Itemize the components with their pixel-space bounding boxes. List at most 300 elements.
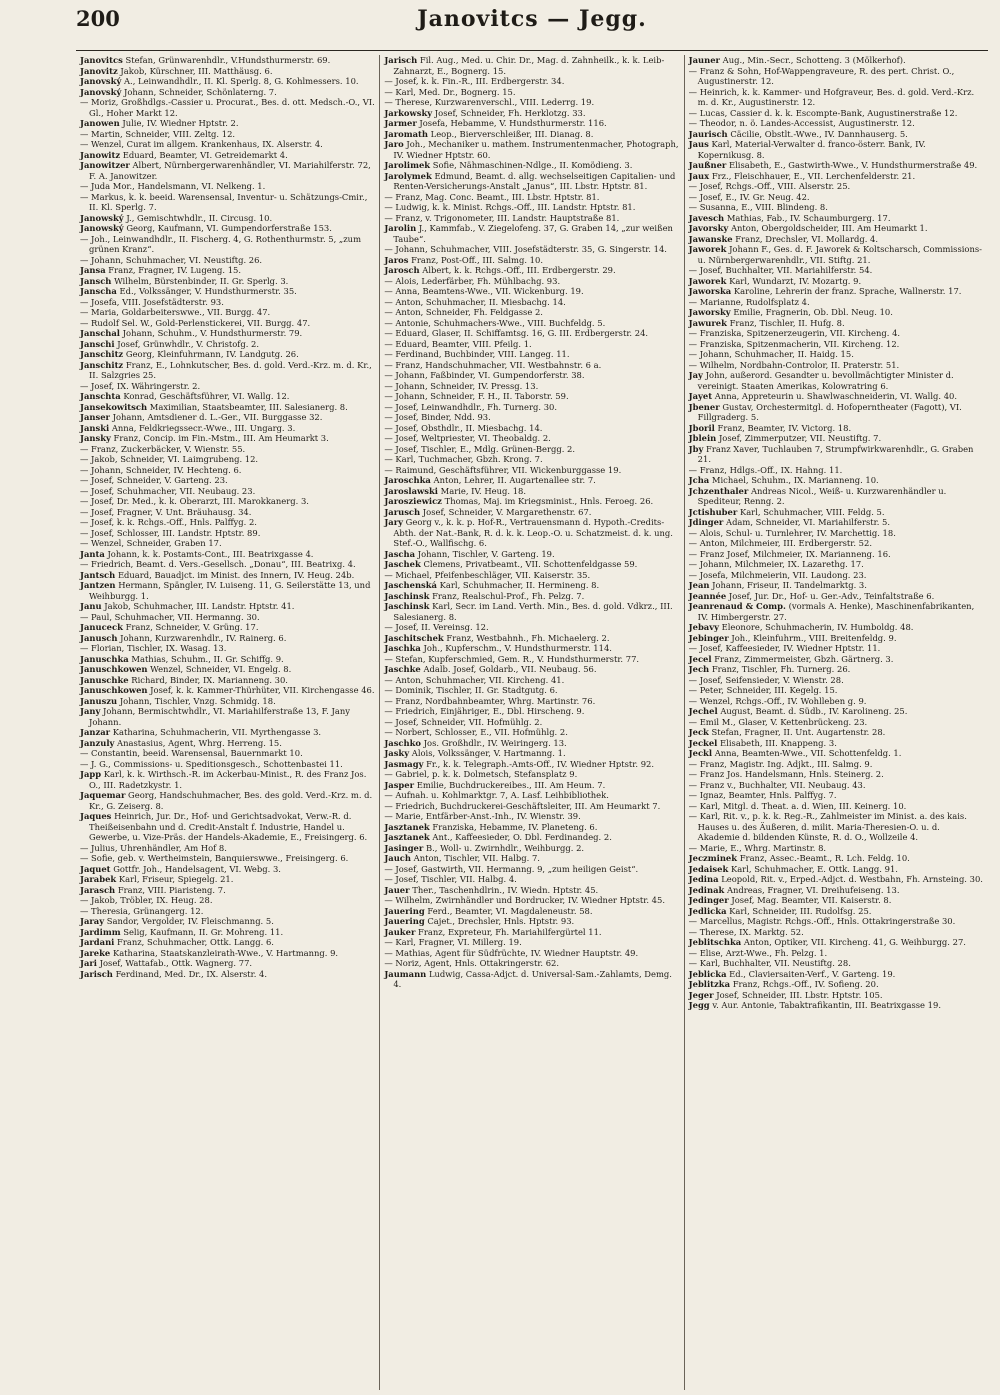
directory-entry [80,685,375,696]
directory-entry [384,339,679,350]
entry-surname: Jbener [688,401,720,412]
entry-surname: Jaschko [384,737,422,748]
directory-entry [80,843,375,854]
entry-surname: Jaschenská [384,580,437,590]
directory-entry [689,391,984,402]
directory-entry [80,328,375,339]
directory-entry [689,66,984,87]
entry-details: Johann, Friseur, II. Tandelmarktg. 3. [712,580,867,590]
entry-details: — Marianne, Rudolfsplatz 4. [688,296,810,307]
entry-details: Stefan, Grünwarenhdlr., V.Hundsthurmerstr. 69. [125,55,331,65]
entry-details: Aug., Min.-Secr., Schotteng. 3 (Mölkerhof). [722,55,906,65]
directory-entry [384,286,679,297]
directory-entry [689,360,984,371]
directory-entry [689,402,984,423]
directory-entry [689,738,984,749]
entry-surname: Javorsky [688,223,729,233]
entry-details: — Karl, Med. Dr., Bognerg. 15. [384,86,516,97]
directory-entry [384,318,679,329]
entry-details: — Stefan, Kupferschmied, Gem. R., V. Hundsthurmerstr. 77. [384,653,640,664]
directory-entry [384,633,679,644]
entry-surname: Japp [80,769,102,779]
entry-surname: Janzar [80,727,111,737]
entry-details: Adam, Schneider, VI. Mariahilferstr. 5. [726,517,891,527]
entry-details: Eduard, Beamter, VI. Getreidemarkt 4. [122,149,288,160]
entry-details: Adalb. Josef, Goldarb., VII. Neubaug. 56. [423,664,597,674]
column-2 [379,55,683,1390]
directory-entry [80,454,375,465]
entry-details: Franziska, Hebamme, IV. Planeteng. 6. [432,821,598,832]
directory-entry [384,885,679,896]
directory-entry [384,706,679,717]
directory-entry [80,87,375,98]
entry-details: Josef, k. k. Kammer-Thürhüter, VII. Kirchengasse 46. [150,685,375,695]
entry-details: Josef, Wattafab., Ottk. Wagnerg. 77. [99,958,253,968]
entry-details: Franz, Tischler, Fh. Turnerg. 26. [711,664,851,674]
directory-entry [689,843,984,854]
entry-surname: Jaray [80,916,105,926]
directory-entry [689,486,984,507]
directory-entry [384,759,679,770]
directory-entry [80,675,375,686]
entry-details: — Franz, Mag. Conc. Beamt., III. Lbstr. Hptstr. 81. [384,191,600,202]
directory-entry [384,412,679,423]
entry-surname: Janowen [80,118,120,128]
entry-details: Anna, Beamten-Wwe., VII. Schottenfeldg. 1. [714,748,902,758]
entry-details: Anna, Feldkriegssecr.-Wwe., III. Ungarg. 3. [111,422,296,433]
entry-details: — Johann, Schuhmacher, VI. Neustiftg. 26. [80,254,263,265]
directory-entry [384,307,679,318]
entry-details: Georg, Kleinfuhrmann, IV. Landgutg. 26. [125,349,299,359]
entry-surname: Janovitcs [80,55,123,65]
entry-surname: Janusch [80,632,118,643]
entry-details: Elisabeth, E., Gastwirth-Wwe., V. Hundsthurmerstraße 49. [729,160,978,170]
directory-entry [689,727,984,738]
entry-surname: Jaus [688,139,709,149]
entry-surname: Jansch [80,275,112,286]
directory-entry [689,696,984,707]
entry-details: Selig, Kaufmann, II. Gr. Mohreng. 11. [123,926,284,937]
entry-surname: Jcha [688,475,710,485]
entry-details: — Alois, Lederfärber, Fh. Mühlbachg. 93. [384,275,561,286]
entry-surname: Jaquet [80,863,111,874]
directory-entry [689,769,984,780]
entry-surname: Jansekowitsch [80,401,148,412]
entry-surname: Janta [80,548,105,559]
entry-details: Franz, Assec.-Beamt., R. Lch. Feldg. 10. [739,853,910,863]
entry-details: — Josef, E., IV. Gr. Neug. 42. [688,191,810,202]
entry-details: J., Gemischtwhdlr., II. Circusg. 10. [126,212,273,223]
entry-details: — Karl, Tuchmacher, Gbzh. Krong. 7. [384,454,543,464]
entry-surname: Jary [384,517,403,527]
entry-details: — Moriz, Großhdlgs.-Cassier u. Procurat., Bes. d. ott. Medsch.-O., VI. Gl., Hoher Markt 12. [80,97,375,118]
directory-entry [80,160,375,181]
entry-surname: Jctishuber [688,506,738,517]
directory-entry [384,360,679,371]
entry-details: Franz, Fragner, IV. Lugeng. 15. [108,265,242,275]
entry-details: Karl, k. k. Wirthsch.-R. im Ackerbau-Minist., R. des Franz Jos. O., III. Radetzkystr. 1. [89,769,367,790]
entry-surname: Jedinger [688,895,729,905]
directory-entry [689,664,984,675]
entry-surname: Jaumann [384,968,427,979]
directory-entry [80,727,375,738]
entry-surname: Jaworska [688,286,732,296]
directory-entry [80,55,375,66]
directory-entry [80,412,375,423]
entry-surname: Jaques [80,811,112,821]
entry-details: Anna, Appreteurin u. Shawlwaschneiderin, VI. Wallg. 40. [714,391,958,401]
directory-entry [689,811,984,843]
entry-details: Andreas, Fragner, VI. Dreihufeiseng. 13. [726,884,900,895]
entry-surname: Jeblicka [688,968,727,979]
directory-entry [689,780,984,791]
entry-surname: Jeger [688,989,714,1000]
directory-entry [384,108,679,119]
entry-details: — Josef, Seifensieder, V. Wienstr. 28. [688,674,844,685]
entry-surname: Jarolin [384,223,417,233]
directory-entry [689,538,984,549]
directory-entry [80,423,375,434]
entry-details: — Martin, Schneider, VIII. Zeltg. 12. [80,128,236,139]
entry-surname: Jebinger [688,632,729,643]
entry-details: Franz, Tischler, II. Hufg. 8. [729,317,845,328]
entry-surname: Jaux [688,170,710,181]
entry-details: Karl, Schuhmacher, II. Hermineng. 8. [439,580,600,590]
entry-details: — Mathias, Agent für Südfrüchte, IV. Wiedner Hauptstr. 49. [384,947,639,958]
entry-surname: Jarmer [384,118,417,128]
entry-details: — Franz, Hdlgs.-Off., IX. Hahng. 11. [688,464,843,475]
directory-entry [80,349,375,360]
entry-details: — Johann, Schneider, F. H., II. Taborstr. 59. [384,391,569,401]
entry-details: Emilie, Fragnerin, Ob. Dbl. Neug. 10. [733,307,893,317]
entry-details: Josefa, Hebamme, V. Hundsthurmerstr. 116. [419,118,607,128]
entry-surname: Jayet [688,391,713,401]
entry-surname: Jchzenthaler [688,485,749,496]
entry-surname: Jaschinsk [384,601,430,611]
directory-entry [80,223,375,234]
entry-surname: Jarabek [80,874,117,884]
directory-entry [689,118,984,129]
entry-surname: Jarolymek [384,170,432,181]
directory-entry [80,381,375,392]
entry-details: Johann, Bermischtwhdlr., VI. Mariahilferstraße 13, F. Jany Johann. [89,706,350,727]
entry-details: — Paul, Schuhmacher, VII. Hermanng. 30. [80,611,260,622]
entry-details: Gottfr. Joh., Handelsagent, VI. Webg. 3. [113,863,281,874]
entry-details: — Josef, Dr. Med., k. k. Oberarzt, III. Marokkanerg. 3. [80,496,309,506]
entry-surname: Jaurisch [688,128,728,139]
entry-details: Ferdinand, Med. Dr., IX. Alserstr. 4. [115,968,268,979]
entry-surname: Jaromath [384,128,428,139]
entry-surname: Janschitz [80,359,124,370]
directory-entry [80,234,375,255]
directory-entry [384,591,679,602]
entry-details: Johann, Tischler, Vnzg. Schmidg. 18. [119,695,276,706]
entry-details: — Theodor, n. ö. Landes-Accessist, Augustinerstr. 12. [688,118,915,128]
directory-entry [80,307,375,318]
entry-details: Georg, Kaufmann, VI. Gumpendorferstraße 153. [126,223,332,233]
entry-surname: Jedaisek [688,863,729,874]
entry-surname: Jblein [688,433,717,443]
entry-details: Franz, Westbahnh., Fh. Michaelerg. 2. [446,632,610,643]
entry-details: — Norbert, Schlosser, E., VII. Hofmühlg. 2. [384,727,568,737]
entry-details: — Josef, Fragner, V. Unt. Bräuhausg. 34. [80,506,252,517]
entry-details: Josef, Mag. Beamter, VII. Kaiserstr. 8. [731,895,892,905]
entry-details: Jakob, Kürschner, III. Matthäusg. 6. [120,65,273,76]
entry-details: Thomas, Maj. im Kriegsminist., Hnls. Feroeg. 26. [444,496,654,506]
entry-details: Johann, k. k. Postamts-Cont., III. Beatrixgasse 4. [107,548,314,559]
entry-details: — Maria, Goldarbeiterswwe., VII. Burgg. 47. [80,307,271,317]
directory-entry [689,507,984,518]
entry-surname: Jecel [688,653,712,664]
entry-details: Konrad, Geschäftsführer, VI. Wallg. 12. [123,391,290,401]
entry-details: — Josef, k. k. Rchgs.-Off., Hnls. Palffyg. 2. [80,517,257,527]
entry-surname: Jarosch [384,265,420,275]
directory-entry [384,160,679,171]
entry-details: — Emil M., Glaser, V. Kettenbrückeng. 23. [688,716,868,727]
directory-entry [384,895,679,906]
directory-entry [689,570,984,581]
entry-details: — Lucas, Cassier d. k. k. Escompte-Bank, Augustinerstraße 12. [688,107,958,118]
entry-details: Johann, Schuhm., V. Hundsthurmerstr. 79. [122,328,303,338]
directory-entry [689,349,984,360]
entry-details: — Johann, Schuhmacher, VIII. Josefstädterstr. 35, G. Singerstr. 14. [384,244,667,254]
entry-surname: Jarisch [384,55,418,65]
entry-surname: Jeanrenaud & Comp. [688,601,786,611]
entry-details: Anton, Lehrer, II. Augartenallee str. 7. [433,475,596,485]
entry-details: — Karl, Fragner, VI. Millerg. 19. [384,937,522,947]
directory-entry [80,255,375,266]
entry-details: — Josef, Tischler, VII. Halbg. 4. [384,874,517,884]
directory-entry [689,748,984,759]
directory-entry [80,538,375,549]
directory-entry [689,790,984,801]
directory-entry [689,717,984,728]
directory-entry [384,969,679,990]
entry-details: Elisabeth, III. Knappeng. 3. [720,737,837,748]
directory-entry [384,118,679,129]
entry-details: Karl, Material-Verwalter d. franco-österr. Bank, IV. Kopernikusg. 8. [697,139,926,160]
directory-entry [689,990,984,1001]
entry-details: — Josef, II. Vereinsg. 12. [384,622,489,632]
entry-surname: Januschke [80,674,129,685]
entry-details: Franz Xaver, Tuchlauben 7, Strumpfwirkwarenhdlr., G. Graben 21. [697,443,974,464]
directory-entry [689,979,984,990]
entry-details: — Friedrich, Beamt. d. Vers.-Gesellsch. „Donau“, III. Beatrixg. 4. [80,559,356,569]
entry-surname: Jardimm [80,926,121,937]
entry-details: — Elise, Arzt-Wwe., Fh. Pelzg. 1. [688,947,828,958]
directory-entry [384,853,679,864]
entry-details: Fil. Aug., Med. u. Chir. Dr., Mag. d. Zahnheilk., k. k. Leib-Zahnarzt, E., Bognerg. 15. [393,55,665,76]
directory-entry [80,391,375,402]
directory-entry [384,433,679,444]
directory-entry [384,454,679,465]
entry-details: Leopold, Rit. v., Erped.-Adjct. d. Westbahn, Fh. Arnsteing. 30. [721,874,983,884]
directory-entry [80,444,375,455]
entry-details: Karl, Schuhmacher, VIII. Feldg. 5. [739,506,885,517]
directory-entry [384,937,679,948]
directory-entry [384,675,679,686]
directory-entry [80,895,375,906]
entry-details: Ludwig, Cassa-Adjct. d. Universal-Sam.-Zahlamts, Demg. 4. [393,968,672,989]
directory-entry [689,202,984,213]
entry-details: — Franz & Sohn, Hof-Wappengraveure, R. des pert. Christ. O., Augustinerstr. 12. [688,65,955,86]
directory-entry [384,738,679,749]
entry-details: Josef, Zimmerputzer, VII. Neustiftg. 7. [718,433,882,443]
entry-details: — Karl, Mitgl. d. Theat. a. d. Wien, III. Keinerg. 10. [688,800,907,811]
entry-details: Joh., Mechaniker u. mathem. Instrumentenmacher, Photograph, IV. Wiedner Hptstr. 60. [393,139,679,160]
entry-surname: Jby [688,443,704,454]
directory-entry [384,475,679,486]
entry-details: — Johann, Faßbinder, VI. Gumpendorferstr. 38. [384,370,585,380]
entry-details: Franz, Zimmermeister, Gbzh. Gärtnerg. 3. [714,653,894,664]
entry-details: — Rudolf Sel. W., Gold-Perlenstickerei, VII. Burgg. 47. [80,317,311,328]
directory-entry [384,349,679,360]
directory-entry [80,885,375,896]
entry-details: Katharina, Staatskanzleirath-Wwe., V. Hartmanng. 9. [112,947,339,958]
directory-entry [384,423,679,434]
directory-entry [384,328,679,339]
directory-entry [689,675,984,686]
entry-details: — Marcellus, Magistr. Rchgs.-Off., Hnls. Ottakringerstraße 30. [688,916,956,926]
directory-entry [80,549,375,560]
entry-details: Karl, Secr. im Land. Verth. Min., Bes. d. gold. Vdkrz., III. Salesianerg. 8. [393,601,673,622]
directory-entry [80,318,375,329]
directory-entry [689,927,984,938]
directory-entry [384,517,679,549]
entry-surname: Jasztanek [384,821,430,832]
directory-entry [384,76,679,87]
entry-details: — Anton, Milchmeier, III. Erdbergerstr. 52. [688,538,872,548]
directory-entry [384,465,679,476]
entry-details: — Heinrich, k. k. Kammer- und Hofgraveur, Bes. d. gold. Verd.-Krz. m. d. Kr., Augustinerstr. 12. [688,86,975,107]
entry-details: Josef, Schneider, V. Margarethenstr. 67. [422,506,592,517]
entry-details: Albert, Nürnbergerwarenhändler, VI. Mariahilferstr. 72, F. A. Janowitzer. [89,160,371,181]
entry-details: Maximilian, Staatsbeamter, III. Salesianerg. 8. [149,401,348,412]
directory-entry [384,696,679,707]
entry-surname: Janscha [80,286,117,296]
directory-entry [689,339,984,350]
directory-entry [80,738,375,749]
entry-surname: Jardani [80,937,115,947]
directory-entry [80,601,375,612]
directory-entry [80,76,375,87]
directory-entry [80,811,375,843]
directory-entry [689,265,984,276]
entry-surname: Jasztanek [384,832,430,842]
directory-entry [689,276,984,287]
directory-entry [80,874,375,885]
directory-entry [80,192,375,213]
entry-details: B., Woll- u. Zwirnhdlr., Weihburgg. 2. [425,842,585,853]
directory-entry [689,958,984,969]
entry-details: Anastasius, Agent, Whrg. Herreng. 15. [117,737,282,748]
entry-details: — Noriz, Agent, Hnls. Ottakringerstr. 62. [384,958,560,968]
entry-details: — Juda Mor., Handelsmann, VI. Nelkeng. 1. [80,181,266,191]
directory-entry [689,171,984,182]
directory-entry [384,927,679,938]
entry-details: — Jakob, Schneider, VI. Laimgrubeng. 12. [80,454,259,464]
entry-surname: Janschi [80,338,115,349]
entry-surname: Jaschka [384,643,421,653]
directory-entry [384,643,679,654]
directory-entry [384,843,679,854]
entry-surname: Jareke [80,947,111,958]
directory-entry [689,549,984,560]
directory-entry [80,769,375,790]
entry-details: — Anton, Schuhmacher, VII. Kircheng. 41. [384,674,565,685]
entry-surname: Jaschek [384,559,421,569]
entry-details: — Florian, Tischler, IX. Wasag. 13. [80,643,227,653]
directory-entry [80,969,375,980]
entry-surname: Jasper [384,779,415,790]
entry-details: Anton, Obergoldscheider, III. Am Heumarkt 1. [730,223,928,233]
entry-details: — Therese, IX. Marktg. 52. [688,926,804,937]
directory-entry [80,706,375,727]
entry-surname: Jarisch [80,968,113,979]
entry-details: Anton, Tischler, VII. Halbg. 7. [413,853,540,863]
directory-entry [80,580,375,601]
directory-entry [80,633,375,644]
entry-details: Albert, k. k. Rchgs.-Off., III. Erdbergerstr. 29. [422,265,616,275]
entry-details: Karl, Wundarzt, IV. Mozartg. 9. [729,275,862,286]
entry-surname: Jaworsky [688,307,731,317]
directory-entry [689,108,984,119]
directory-entry [689,307,984,318]
entry-details: — Therese, Kurzwarenverschl., VIII. Lederrg. 19. [384,97,595,107]
entry-surname: Jean [688,580,710,590]
directory-entry [80,118,375,129]
entry-details: Josef, Schneider, Fh. Herklotzg. 33. [434,107,586,118]
entry-details: — Josef, Obsthdlr., II. Miesbachg. 14. [384,422,543,433]
entry-details: Jakob, Schuhmacher, III. Landstr. Hptstr. 41. [104,601,295,611]
entry-details: Julie, IV. Wiedner Hptstr. 2. [122,118,239,128]
directory-entry [384,811,679,822]
directory-entry [689,622,984,633]
directory-entry [689,874,984,885]
directory-entry [384,654,679,665]
directory-entry [689,160,984,171]
directory-entry [384,97,679,108]
directory-entry [689,906,984,917]
directory-entry [689,475,984,486]
entry-surname: Janowský [80,212,124,223]
entry-details: — Eduard, Glaser, II. Schiffamtsg. 16, G. III. Erdbergerstr. 24. [384,328,649,338]
directory-entry [689,528,984,539]
directory-entry [384,223,679,244]
entry-details: — Josef, Buchhalter, VII. Mariahilferstr. 54. [688,265,873,275]
directory-entry [384,832,679,843]
entry-details: Karoline, Lehrerin der franz. Sprache, Wallnerstr. 17. [733,286,962,296]
entry-details: — Josef, k. k. Fin.-R., III. Erdbergerstr. 34. [384,76,565,86]
entry-details: — Gabriel, p. k. k. Dolmetsch, Stefansplatz 9. [384,769,578,779]
directory-entry [689,895,984,906]
entry-details: — Ludwig, k. k. Minist. Rchgs.-Off., III. Landstr. Hptstr. 81. [384,202,636,212]
directory-entry [384,265,679,276]
directory-entry [384,444,679,455]
directory-entry [689,465,984,476]
entry-surname: Jaworek [688,275,727,286]
entry-details: — Wenzel, Curat im allgem. Krankenhaus, IX. Alserstr. 4. [80,139,323,149]
directory-entry [384,244,679,255]
directory-entry [689,759,984,770]
entry-surname: Jaquemar [80,790,126,800]
directory-entry [689,654,984,665]
directory-entry [384,906,679,917]
entry-details: Franz, Concip. im Fin.-Mstm., III. Am Heumarkt 3. [113,433,329,443]
directory-entry [384,780,679,791]
entry-details: — Ferdinand, Buchbinder, VIII. Langeg. 11. [384,349,570,359]
entry-details: — Sofie, geb. v. Wertheimstein, Banquierswwe., Freisingerg. 6. [80,853,349,863]
